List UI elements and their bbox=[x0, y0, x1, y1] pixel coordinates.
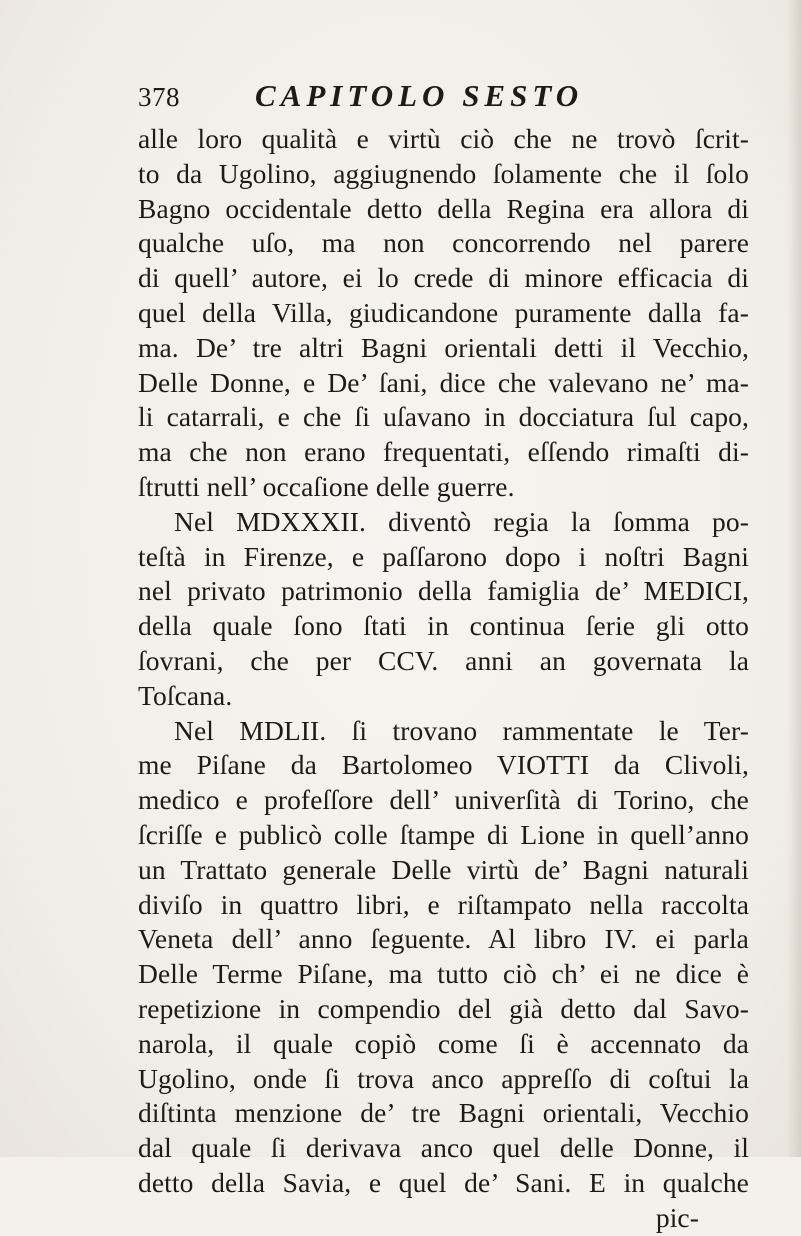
text-line: ſcriſſe e publicò colle ſtampe di Lione in quell’anno bbox=[138, 818, 749, 850]
text-line: diſtinta menzione de’ tre Bagni orientali, Vecchio bbox=[138, 1097, 749, 1129]
text-line: detto della Savia, e quel de’ Sani. E in qualche bbox=[138, 1166, 749, 1198]
body-text bbox=[138, 122, 749, 1236]
text-line: teſtà in Firenze, e paſſarono dopo i noſtri Bagni bbox=[138, 540, 749, 572]
text-line: me Piſane da Bartolomeo VIOTTI da Clivoli, bbox=[138, 749, 749, 781]
text-line: di quell’ autore, ei lo crede di minore efficacia di bbox=[138, 262, 749, 294]
page-header bbox=[138, 78, 738, 118]
text-line: Veneta dell’ anno ſeguente. Al libro IV. ei parla bbox=[138, 923, 749, 955]
text-line: Toſcana. bbox=[138, 679, 233, 711]
text-line: nel privato patrimonio della famiglia de’ MEDICI, bbox=[138, 575, 749, 607]
text-line: un Trattato generale Delle virtù de’ Bagni naturali bbox=[138, 853, 749, 885]
running-head: CAPITOLO SESTO bbox=[255, 78, 584, 113]
text-line: Delle Terme Piſane, ma tutto ciò ch’ ei ne dice è bbox=[138, 958, 749, 990]
text-line: medico e profeſſore dell’ univerſità di Torino, che bbox=[138, 784, 749, 816]
text-line: dal quale ſi derivava anco quel delle Donne, il bbox=[138, 1132, 749, 1164]
text-line: alle loro qualità e virtù ciò che ne trovò ſcrit- bbox=[138, 123, 749, 154]
text-line: diviſo in quattro libri, e riſtampato nella raccolta bbox=[138, 888, 749, 920]
text-line: ſovrani, che per CCV. anni an governata la bbox=[138, 644, 749, 676]
text-line: della quale ſono ſtati in continua ſerie gli otto bbox=[138, 610, 749, 642]
text-line: quel della Villa, giudicandone puramente dalla fa- bbox=[138, 296, 749, 328]
text-line: ſtrutti nell’ occaſione delle guerre. bbox=[138, 470, 515, 502]
catchword: pic- bbox=[655, 1201, 699, 1233]
page-edge-shadow bbox=[787, 0, 801, 1157]
text-line: repetizione in compendio del già detto dal Savo- bbox=[138, 992, 749, 1024]
paragraph-start-line: Nel MDXXXII. diventò regia la ſomma po- bbox=[174, 505, 749, 537]
text-line: to da Ugolino, aggiugnendo ſolamente che il ſolo bbox=[138, 157, 749, 189]
text-line: ma. De’ tre altri Bagni orientali detti il Vecchio, bbox=[138, 331, 749, 363]
text-line: Delle Donne, e De’ ſani, dice che valevano ne’ ma- bbox=[138, 366, 749, 398]
paragraph-start-line: Nel MDLII. ſi trovano rammentate le Ter- bbox=[174, 714, 749, 746]
text-line: li catarrali, e che ſi uſavano in docciatura ſul capo, bbox=[138, 401, 749, 433]
text-line: narola, il quale copiò come ſi è accennato da bbox=[138, 1027, 749, 1059]
page-number: 378 bbox=[138, 82, 180, 112]
text-line: Bagno occidentale detto della Regina era allora di bbox=[138, 192, 749, 224]
text-line: Ugolino, onde ſi trova anco appreſſo di coſtui la bbox=[138, 1062, 749, 1094]
text-line: qualche uſo, ma non concorrendo nel parere bbox=[138, 227, 749, 259]
text-line: ma che non erano frequentati, eſſendo rimaſti di- bbox=[138, 436, 749, 468]
